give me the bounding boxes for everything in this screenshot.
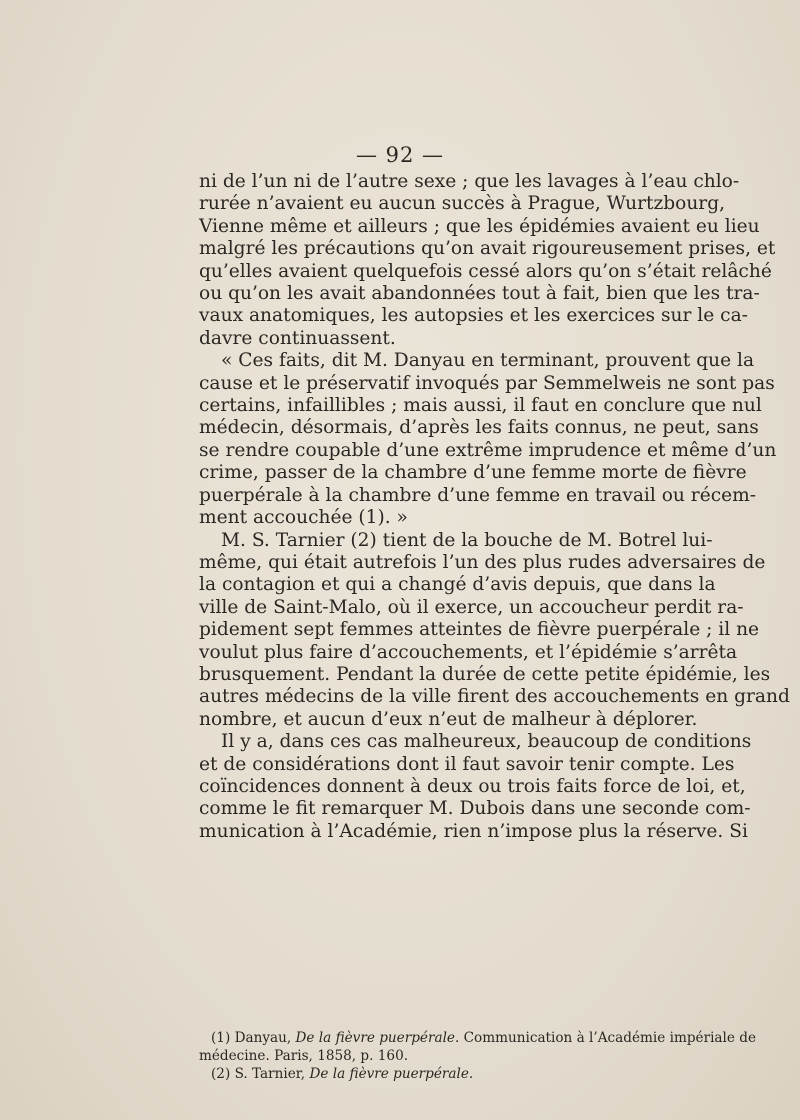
text-line: voulut plus faire d’accouchements, et l’épidémie s’arrêta bbox=[199, 641, 738, 663]
text-line: malgré les précautions qu’on avait rigoureusement prises, et bbox=[199, 238, 776, 260]
text-line: nombre, et aucun d’eux n’eut de malheur à déplorer. bbox=[199, 708, 698, 730]
text-line: la contagion et qui a changé d’avis depuis, que dans la bbox=[199, 574, 716, 596]
text-line: vaux anatomiques, les autopsies et les exercices sur le ca- bbox=[199, 305, 748, 327]
text-line: Il y a, dans ces cas malheureux, beaucoup de conditions bbox=[221, 731, 752, 753]
footnote-2: (2) S. Tarnier, De la fièvre puerpérale. bbox=[211, 1066, 474, 1083]
text-line: brusquement. Pendant la durée de cette petite épidémie, les bbox=[199, 663, 771, 685]
text-line: coïncidences donnent à deux ou trois faits force de loi, et, bbox=[199, 775, 746, 797]
text-line: puerpérale à la chambre d’une femme en travail ou récem- bbox=[199, 484, 757, 506]
text-line: ni de l’un ni de l’autre sexe ; que les lavages à l’eau chlo- bbox=[199, 171, 740, 192]
text-line: Vienne même et ailleurs ; que les épidémies avaient eu lieu bbox=[199, 215, 760, 237]
text-line: autres médecins de la ville firent des accouchements en grand bbox=[199, 686, 790, 708]
page-number: — 92 — bbox=[355, 143, 445, 167]
footnotes bbox=[199, 1029, 756, 1084]
text-line: qu’elles avaient quelquefois cessé alors qu’on s’était relâché bbox=[199, 260, 772, 282]
text-line: crime, passer de la chambre d’une femme morte de fièvre bbox=[199, 462, 747, 484]
text-line: M. S. Tarnier (2) tient de la bouche de M. Botrel lui- bbox=[221, 529, 713, 551]
text-line: pidement sept femmes atteintes de fièvre puerpérale ; il ne bbox=[199, 619, 760, 641]
text-line: « Ces faits, dit M. Danyau en terminant, prouvent que la bbox=[221, 350, 755, 372]
text-line: même, qui était autrefois l’un des plus rudes adversaires de bbox=[199, 551, 766, 573]
text-line: certains, infaillibles ; mais aussi, il faut en conclure que nul bbox=[199, 395, 762, 417]
text-line: comme le fit remarquer M. Dubois dans une seconde com- bbox=[199, 798, 751, 820]
text-line: ment accouchée (1). » bbox=[199, 507, 408, 529]
footnote-1-line-2: médecine. Paris, 1858, p. 160. bbox=[199, 1048, 409, 1065]
text-line: se rendre coupable d’une extrême imprudence et même d’un bbox=[199, 439, 777, 461]
text-line: rurée n’avaient eu aucun succès à Prague, Wurtzbourg, bbox=[199, 193, 726, 215]
text-line: davre continuassent. bbox=[199, 327, 396, 349]
body-text bbox=[199, 171, 790, 843]
text-line: et de considérations dont il faut savoir tenir compte. Les bbox=[199, 753, 735, 775]
text-line: médecin, désormais, d’après les faits connus, ne peut, sans bbox=[199, 417, 759, 439]
text-line: munication à l’Académie, rien n’impose plus la réserve. Si bbox=[199, 820, 748, 842]
text-line: ou qu’on les avait abandonnées tout à fait, bien que les tra- bbox=[199, 283, 760, 305]
footnote-1-line-1: (1) Danyau, De la fièvre puerpérale. Communication à l’Académie impériale de bbox=[211, 1030, 756, 1046]
text-line: ville de Saint-Malo, où il exerce, un accoucheur perdit ra- bbox=[199, 596, 744, 618]
text-line: cause et le préservatif invoqués par Semmelweis ne sont pas bbox=[199, 372, 775, 394]
